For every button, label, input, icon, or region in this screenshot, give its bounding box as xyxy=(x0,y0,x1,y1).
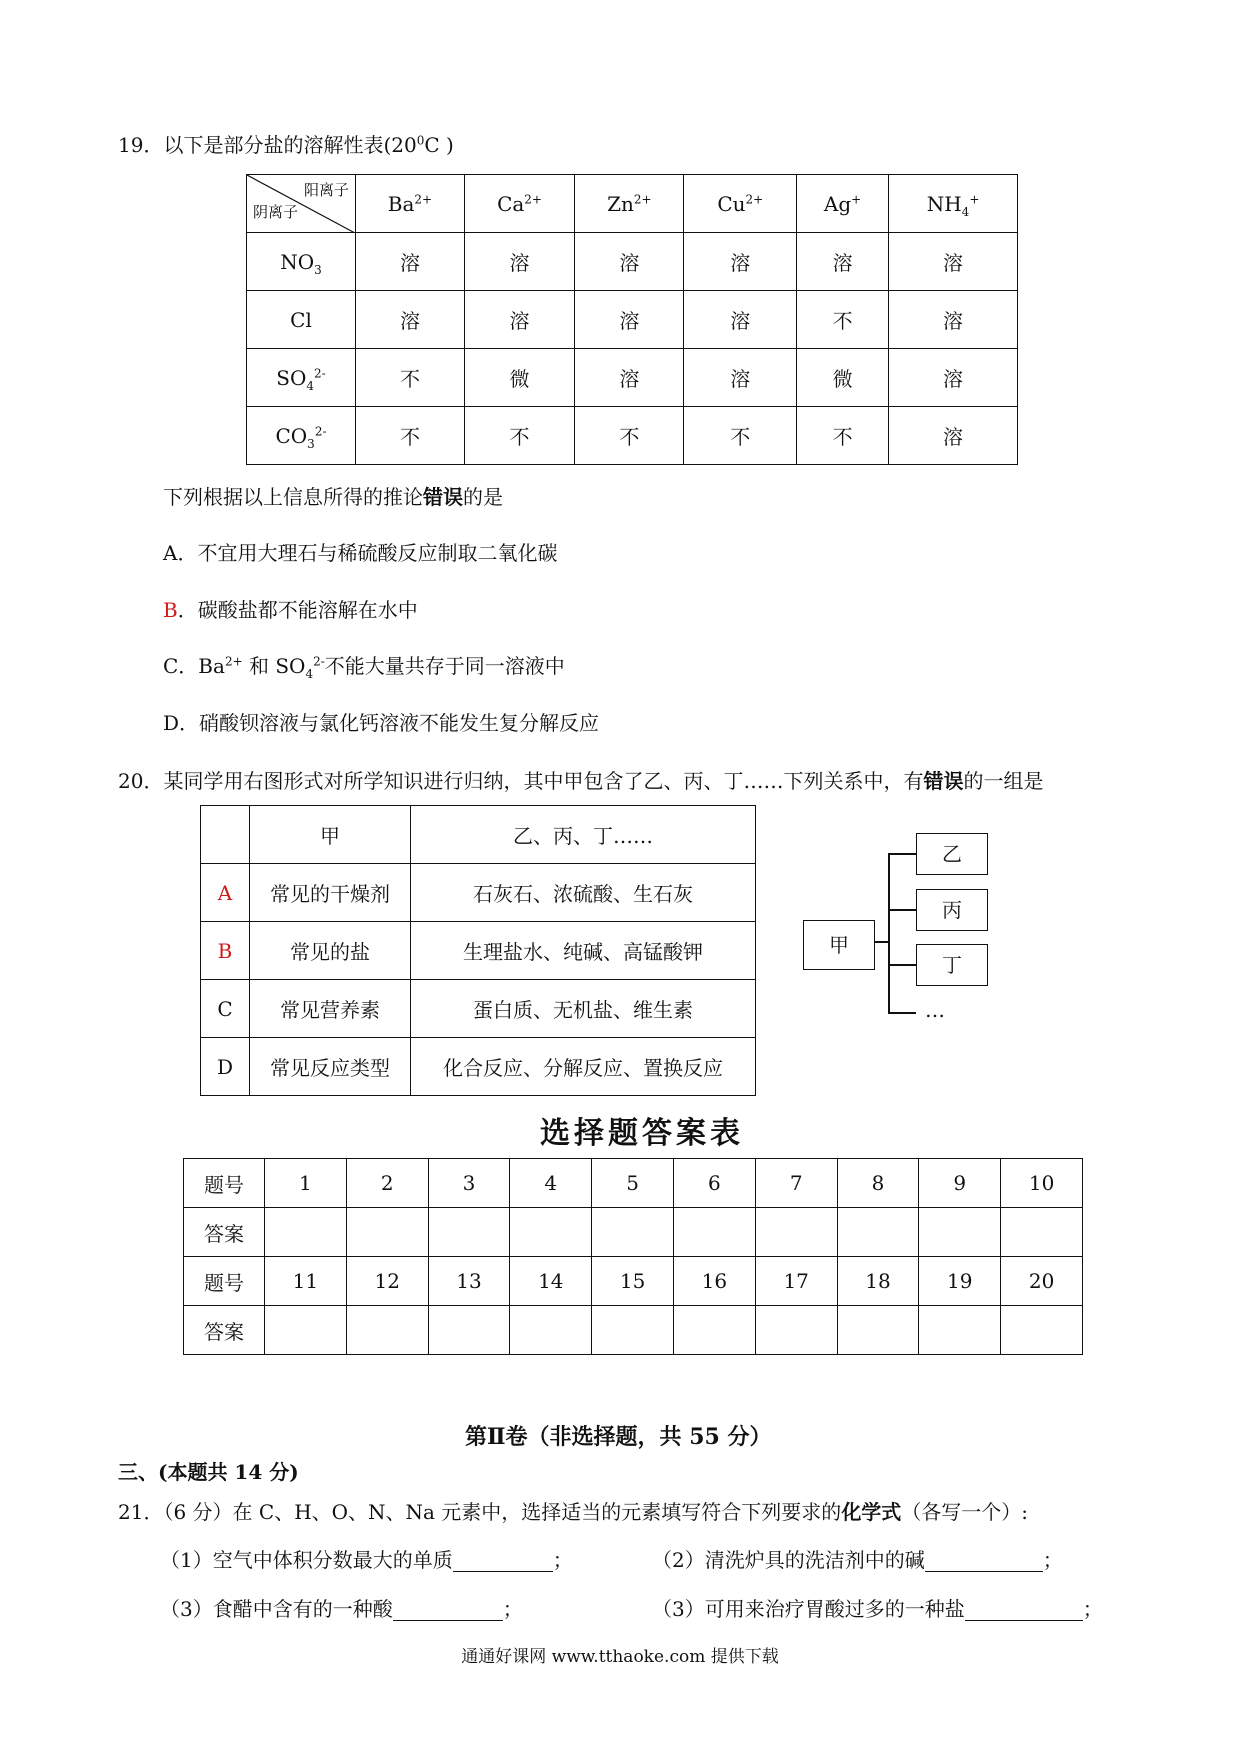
anion-cell: Cl xyxy=(247,291,356,349)
answer-cell[interactable] xyxy=(346,1208,428,1257)
question-number: 5 xyxy=(592,1159,674,1208)
answer-cell[interactable] xyxy=(428,1306,510,1355)
answer-sheet-title: 选择题答案表 xyxy=(540,1116,744,1151)
q21-item: （1）空气中体积分数最大的单质 ； xyxy=(160,1548,573,1572)
table-row xyxy=(201,922,756,980)
solubility-cell: 溶 xyxy=(797,233,889,291)
table-row xyxy=(247,349,1018,407)
option-letter: D xyxy=(201,1038,250,1096)
option-letter: B xyxy=(201,922,250,980)
table-header-cell: 甲 xyxy=(250,806,411,864)
anion-cell: $NO_3$ xyxy=(247,233,356,291)
solubility-cell: 不 xyxy=(356,407,465,465)
solubility-cell: 溶 xyxy=(889,233,1018,291)
table-row xyxy=(247,407,1018,465)
cation-header: $Zn^{2+}$ xyxy=(575,175,684,233)
question-number: 16 xyxy=(673,1257,755,1306)
solubility-cell: 溶 xyxy=(575,233,684,291)
answer-cell[interactable] xyxy=(346,1306,428,1355)
solubility-cell: 微 xyxy=(797,349,889,407)
solubility-cell: 不 xyxy=(464,407,574,465)
anion-cell: $CO_3^{2-}$ xyxy=(247,407,356,465)
question-number: 2 xyxy=(346,1159,428,1208)
question-number: 15 xyxy=(592,1257,674,1306)
table-header-cell: 乙、丙、丁…… xyxy=(411,806,756,864)
diagram-connector xyxy=(875,941,889,943)
table-row xyxy=(201,864,756,922)
option-letter: C xyxy=(201,980,250,1038)
answer-cell[interactable] xyxy=(428,1208,510,1257)
diagram-branch xyxy=(888,1012,916,1014)
solubility-cell: 溶 xyxy=(889,407,1018,465)
diagram-root-box: 甲 xyxy=(803,920,875,970)
cation-header: $Ca^{2+}$ xyxy=(464,175,574,233)
diagram-ellipsis: … xyxy=(925,998,945,1022)
section-heading: 三、(本题共 14 分) xyxy=(118,1460,299,1484)
question-number: 4 xyxy=(510,1159,592,1208)
row-label: 题号 xyxy=(184,1257,265,1306)
category-cell: 常见营养素 xyxy=(250,980,411,1038)
solubility-cell: 不 xyxy=(797,291,889,349)
solubility-cell: 溶 xyxy=(684,349,797,407)
diagram-child-box: 丁 xyxy=(916,944,988,986)
table-corner-header xyxy=(247,175,356,233)
answer-cell[interactable] xyxy=(510,1208,592,1257)
members-cell: 化合反应、分解反应、置换反应 xyxy=(411,1038,756,1096)
answer-cell[interactable] xyxy=(673,1208,755,1257)
question-number: 10 xyxy=(1001,1159,1083,1208)
question-number: 14 xyxy=(510,1257,592,1306)
answer-blank[interactable] xyxy=(453,1551,553,1572)
cation-header: $NH_4^+$ xyxy=(889,175,1018,233)
table-row xyxy=(184,1208,1083,1257)
table-row xyxy=(201,980,756,1038)
answer-cell[interactable] xyxy=(510,1306,592,1355)
q19-option-c: C．$Ba^{2+}$ 和 $SO_4^{2-}$不能大量共存于同一溶液中 xyxy=(163,654,565,681)
answer-cell[interactable] xyxy=(592,1306,674,1355)
question-number: 20 xyxy=(1001,1257,1083,1306)
question-number: 11 xyxy=(265,1257,347,1306)
question-number: 13 xyxy=(428,1257,510,1306)
answer-cell[interactable] xyxy=(837,1208,919,1257)
members-cell: 石灰石、浓硫酸、生石灰 xyxy=(411,864,756,922)
diagram-child-box: 丙 xyxy=(916,889,988,931)
anion-header-label: 阴离子 xyxy=(253,203,299,221)
question-number: 9 xyxy=(919,1159,1001,1208)
question-number: 7 xyxy=(755,1159,837,1208)
diagram-child-box: 乙 xyxy=(916,833,988,875)
solubility-cell: 不 xyxy=(797,407,889,465)
q19-option-a: A．不宜用大理石与稀硫酸反应制取二氧化碳 xyxy=(163,541,558,565)
cation-header: Ag+ xyxy=(797,175,889,233)
q20-stem: 20．某同学用右图形式对所学知识进行归纳，其中甲包含了乙、丙、丁……下列关系中，有错误的一组是 xyxy=(118,769,1044,793)
cation-header-label: 阳离子 xyxy=(303,181,349,199)
solubility-cell: 溶 xyxy=(684,233,797,291)
part2-heading: 第Ⅱ卷（非选择题，共 55 分） xyxy=(465,1424,772,1450)
answer-blank[interactable] xyxy=(393,1600,503,1621)
answer-sheet-table xyxy=(183,1158,1083,1355)
answer-cell[interactable] xyxy=(592,1208,674,1257)
q20-table xyxy=(200,805,756,1096)
category-cell: 常见反应类型 xyxy=(250,1038,411,1096)
table-row xyxy=(247,233,1018,291)
solubility-cell: 不 xyxy=(575,407,684,465)
option-letter: A xyxy=(201,864,250,922)
answer-cell[interactable] xyxy=(673,1306,755,1355)
row-label: 答案 xyxy=(184,1208,265,1257)
category-cell: 常见的盐 xyxy=(250,922,411,980)
solubility-cell: 溶 xyxy=(356,233,465,291)
table-header-cell xyxy=(201,806,250,864)
category-cell: 常见的干燥剂 xyxy=(250,864,411,922)
members-cell: 蛋白质、无机盐、维生素 xyxy=(411,980,756,1038)
question-number: 19 xyxy=(919,1257,1001,1306)
q21-stem: 21．（6 分）在 C、H、O、N、Na 元素中，选择适当的元素填写符合下列要求的化学式（各写一个）: xyxy=(118,1500,1029,1524)
solubility-cell: 溶 xyxy=(889,349,1018,407)
answer-cell[interactable] xyxy=(265,1306,347,1355)
question-number: 8 xyxy=(837,1159,919,1208)
answer-cell[interactable] xyxy=(1001,1306,1083,1355)
members-cell: 生理盐水、纯碱、高锰酸钾 xyxy=(411,922,756,980)
answer-cell[interactable] xyxy=(265,1208,347,1257)
answer-cell[interactable] xyxy=(837,1306,919,1355)
solubility-cell: 溶 xyxy=(684,291,797,349)
answer-cell[interactable] xyxy=(1001,1208,1083,1257)
q21-item: （3）可用来治疗胃酸过多的一种盐 ； xyxy=(652,1597,1103,1621)
table-row xyxy=(201,1038,756,1096)
row-label: 题号 xyxy=(184,1159,265,1208)
table-row xyxy=(184,1159,1083,1208)
cation-header: $Ba^{2+}$ xyxy=(356,175,465,233)
solubility-cell: 微 xyxy=(464,349,574,407)
q19-option-b: B．碳酸盐都不能溶解在水中 xyxy=(163,598,418,622)
answer-cell[interactable] xyxy=(755,1208,837,1257)
diagram-branch xyxy=(888,853,916,855)
page-footer: 通通好课网 www.tthaoke.com 提供下载 xyxy=(461,1647,779,1667)
solubility-cell: 不 xyxy=(684,407,797,465)
question-number: 3 xyxy=(428,1159,510,1208)
answer-cell[interactable] xyxy=(919,1306,1001,1355)
solubility-cell: 溶 xyxy=(889,291,1018,349)
q19-question: 下列根据以上信息所得的推论错误的是 xyxy=(163,485,503,509)
diagram-branch xyxy=(888,964,916,966)
solubility-cell: 溶 xyxy=(464,291,574,349)
q19-option-d: D．硝酸钡溶液与氯化钙溶液不能发生复分解反应 xyxy=(163,711,600,735)
table-row xyxy=(247,291,1018,349)
table-row xyxy=(184,1306,1083,1355)
answer-cell[interactable] xyxy=(755,1306,837,1355)
solubility-cell: 溶 xyxy=(356,291,465,349)
solubility-table xyxy=(246,174,1018,465)
answer-cell[interactable] xyxy=(919,1208,1001,1257)
row-label: 答案 xyxy=(184,1306,265,1355)
solubility-cell: 溶 xyxy=(575,291,684,349)
diagram-trunk xyxy=(888,853,890,1013)
solubility-cell: 不 xyxy=(356,349,465,407)
solubility-cell: 溶 xyxy=(464,233,574,291)
question-number: 1 xyxy=(265,1159,347,1208)
solubility-cell: 溶 xyxy=(575,349,684,407)
answer-blank[interactable] xyxy=(925,1551,1043,1572)
q19-stem: 19．以下是部分盐的溶解性表($20^0C$ ) xyxy=(118,133,454,157)
diagram-branch xyxy=(888,909,916,911)
question-number: 17 xyxy=(755,1257,837,1306)
anion-cell: $SO_4^{2-}$ xyxy=(247,349,356,407)
question-number: 6 xyxy=(673,1159,755,1208)
cation-header: $Cu^{2+}$ xyxy=(684,175,797,233)
q21-item: （3）食醋中含有的一种酸 ； xyxy=(160,1597,523,1621)
answer-blank[interactable] xyxy=(965,1600,1083,1621)
question-number: 12 xyxy=(346,1257,428,1306)
q21-item: （2）清洗炉具的洗洁剂中的碱 ； xyxy=(652,1548,1063,1572)
question-number: 18 xyxy=(837,1257,919,1306)
table-row xyxy=(184,1257,1083,1306)
